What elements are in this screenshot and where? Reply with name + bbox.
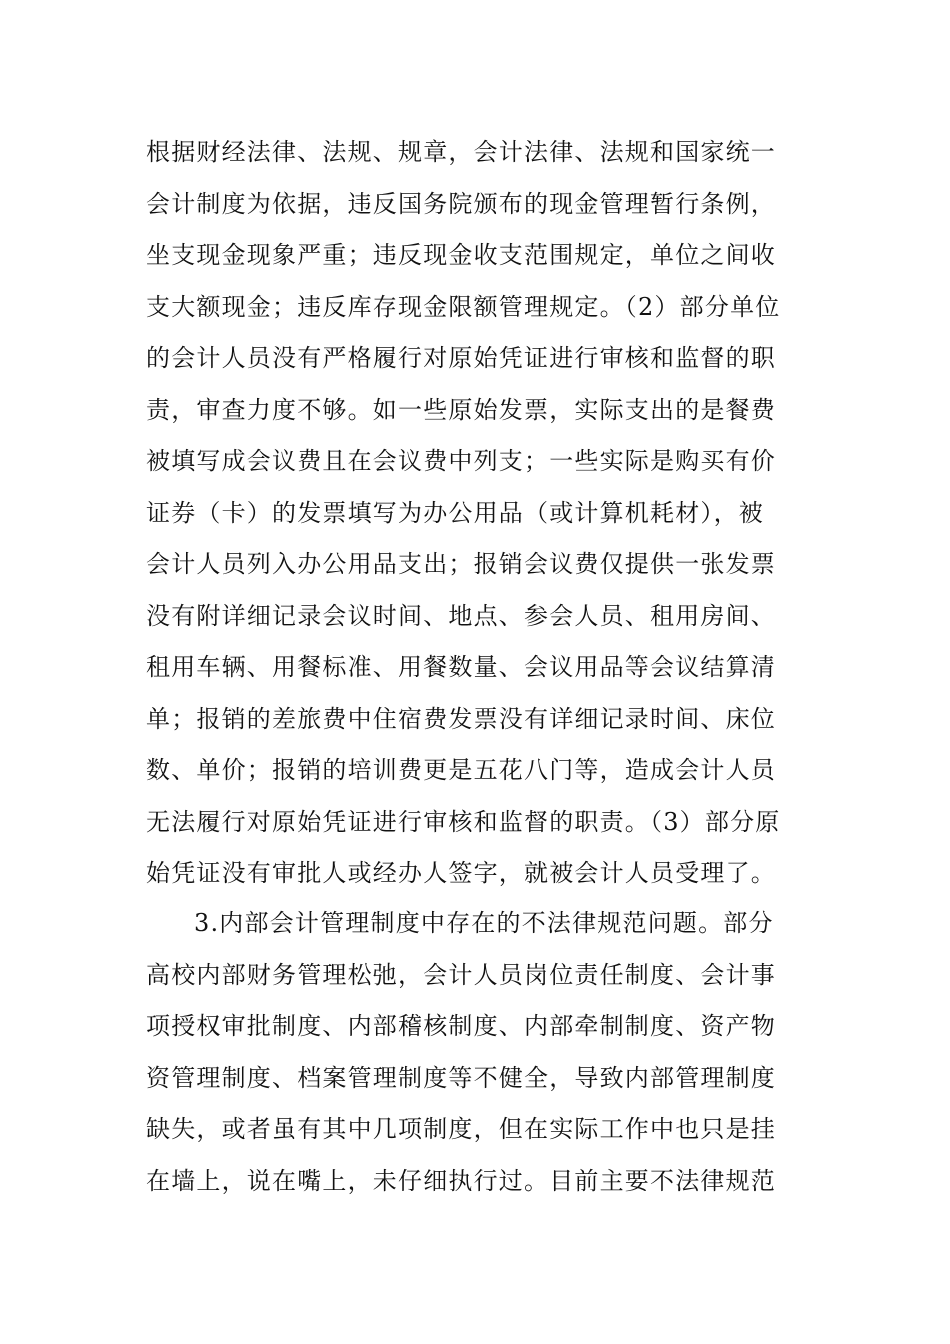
text-line: 没有附详细记录会议时间、地点、参会人员、租用房间、 [146, 601, 776, 630]
text-line-indented: 3.内部会计管理制度中存在的不法律规范问题。部分 [194, 909, 774, 937]
text-line: 无法履行对原始凭证进行审核和监督的职责。（3）部分原 [146, 807, 781, 836]
text-line: 数、单价；报销的培训费更是五花八门等，造成会计人员 [146, 756, 776, 784]
text-line: 始凭证没有审批人或经办人签字，就被会计人员受理了。 [146, 859, 776, 887]
text-line: 根据财经法律、法规、规章，会计法律、法规和国家统一 [146, 138, 776, 166]
text-line: 支大额现金；违反库存现金限额管理规定。（2）部分单位 [146, 292, 781, 321]
paragraph-2 [146, 898, 816, 1207]
text-line: 在墙上，说在嘴上，未仔细执行过。目前主要不法律规范 [146, 1166, 776, 1195]
text-line: 坐支现金现象严重；违反现金收支范围规定，单位之间收 [146, 241, 776, 269]
text-line: 单；报销的差旅费中住宿费发票没有详细记录时间、床位 [146, 704, 776, 733]
text-line: 会计制度为依据，违反国务院颁布的现金管理暂行条例， [146, 189, 776, 218]
text-line: 高校内部财务管理松弛，会计人员岗位责任制度、会计事 [146, 960, 776, 989]
paragraph-1 [146, 127, 816, 900]
text-line: 责，审查力度不够。如一些原始发票，实际支出的是餐费 [146, 395, 776, 424]
text-line: 证券（卡）的发票填写为办公用品（或计算机耗材），被 [146, 498, 764, 527]
text-line: 项授权审批制度、内部稽核制度、内部牵制制度、资产物 [146, 1012, 776, 1040]
text-line: 被填写成会议费且在会议费中列支；一些实际是购买有价 [146, 447, 776, 475]
text-line: 会计人员列入办公用品支出；报销会议费仅提供一张发票 [146, 550, 776, 578]
text-line: 租用车辆、用餐标准、用餐数量、会议用品等会议结算清 [146, 653, 776, 681]
text-line: 的会计人员没有严格履行对原始凭证进行审核和监督的职 [146, 344, 776, 372]
text-line: 缺失，或者虽有其中几项制度，但在实际工作中也只是挂 [146, 1115, 776, 1143]
text-line: 资管理制度、档案管理制度等不健全，导致内部管理制度 [146, 1063, 776, 1092]
